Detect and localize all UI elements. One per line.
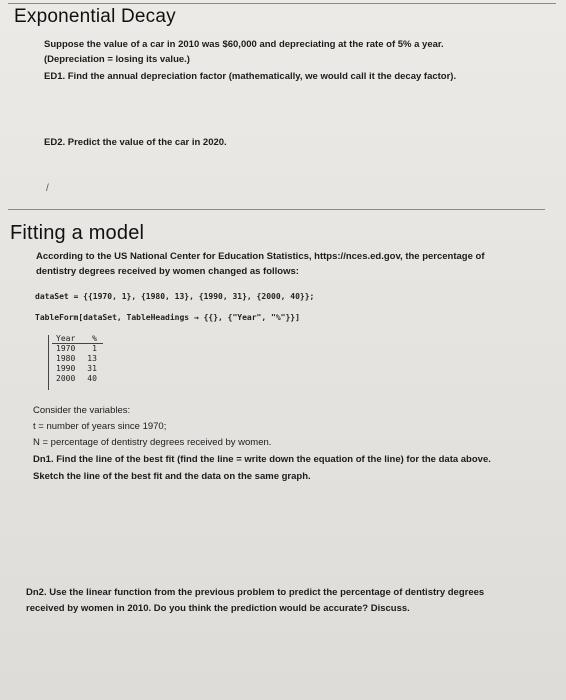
top-divider [8,3,556,4]
table-cell-year: 1980 [56,354,76,363]
question-dn2-line-1: Dn2. Use the linear function from the previous problem to predict the percentage of dentistry degrees [26,587,485,598]
car-value-statement: Suppose the value of a car in 2010 was $60,000 and depreciating at the rate of 5% a year. [44,39,444,50]
question-ed2: ED2. Predict the value of the car in 2020. [44,137,227,148]
question-dn2-line-2: received by women in 2010. Do you think the prediction would be accurate? Discuss. [26,603,410,614]
question-ed1: ED1. Find the annual depreciation factor (mathematically, we would call it the decay factor). [44,71,457,82]
table-cell-percent: 40 [87,374,97,383]
table-cell-percent: 31 [87,364,97,373]
table-row [52,354,103,364]
dn1-prefix: Dn1. Find [33,454,79,465]
table-row [52,364,103,374]
table-cell-year: 1970 [56,344,76,353]
text-cursor-mark: / [46,183,49,194]
table-cell-year: 1990 [56,364,76,373]
table-cell-percent: 1 [92,344,97,353]
table-cell-percent: 13 [87,354,97,363]
table-header-row [52,334,103,344]
dn1-emphasis: the line of the best fit [78,454,175,465]
intro-line-1: According to the US National Center for Education Statistics, https://nces.ed.gov, the percentage of [36,251,485,262]
dn1-suffix: (find the line = write down the equation of the line) for the data above. [174,454,491,465]
consider-variables: Consider the variables: [33,405,131,416]
table-row [52,374,103,384]
section-divider [8,209,545,210]
code-tableform: TableForm[dataSet, TableHeadings → {{}, {"Year", "%"}}] [35,313,300,322]
question-dn1 [33,453,491,466]
data-table [52,334,103,384]
table-frame [48,335,49,390]
table-cell-year: 2000 [56,374,76,383]
section-title-fitting-a-model: Fitting a model [10,222,145,244]
table-header-year: Year [52,334,81,344]
table-row [52,344,103,355]
table-header-percent: % [81,334,103,344]
section-title-exponential-decay: Exponential Decay [14,6,176,27]
variable-t: t = number of years since 1970; [33,421,167,432]
code-dataset: dataSet = {{1970, 1}, {1980, 13}, {1990, 31}, {2000, 40}}; [35,292,315,301]
intro-line-2: dentistry degrees received by women changed as follows: [36,266,299,277]
variable-n: N = percentage of dentistry degrees received by women. [33,437,272,448]
depreciation-definition: (Depreciation = losing its value.) [44,54,190,65]
question-dn1-line-2: Sketch the line of the best fit and the data on the same graph. [33,471,311,482]
